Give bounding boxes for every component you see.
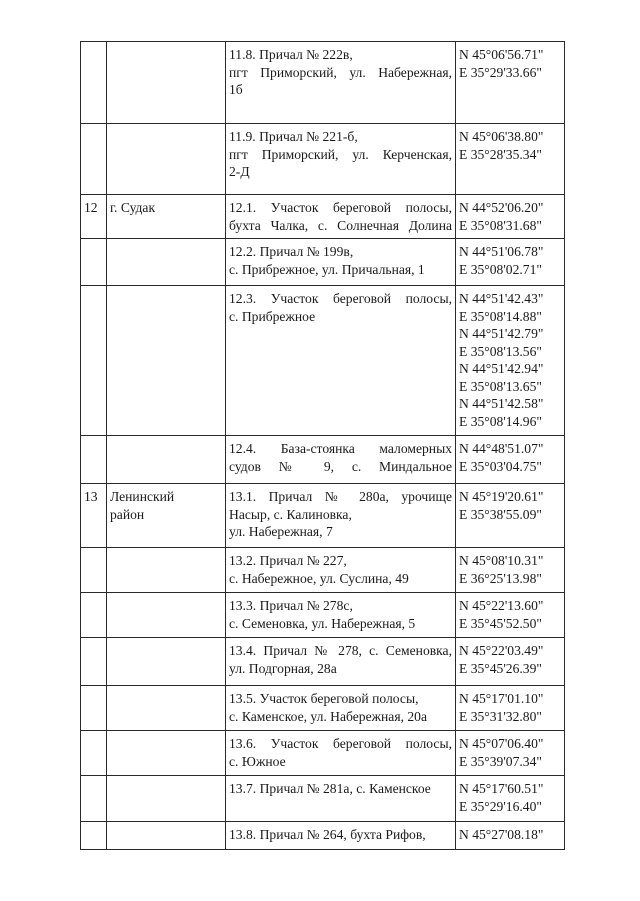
municipality-cell xyxy=(107,239,226,286)
row-number-cell xyxy=(81,731,107,776)
object-description-line: 2-Д xyxy=(229,164,250,179)
municipality-cell xyxy=(107,548,226,593)
object-description-line: с. Прибрежное xyxy=(229,308,316,324)
row-number-cell xyxy=(81,195,107,239)
object-description-line: 11.9. Причал № 221-б, xyxy=(229,129,358,144)
coordinates-cell xyxy=(456,776,565,822)
table-row xyxy=(81,548,565,593)
municipality-cell xyxy=(107,686,226,731)
row-number-cell xyxy=(81,484,107,548)
municipality-cell xyxy=(107,195,226,239)
table-row xyxy=(81,638,565,686)
object-description-line: 1б xyxy=(229,82,243,97)
coordinate-value: E 35°38'55.09" xyxy=(459,506,542,522)
coordinate-value: E 35°28'35.34" xyxy=(459,146,542,162)
coordinates-cell xyxy=(456,484,565,548)
row-number-cell xyxy=(81,776,107,822)
municipality-cell xyxy=(107,593,226,638)
object-description-line: 11.8. Причал № 222в, xyxy=(229,47,353,62)
object-description-cell xyxy=(226,776,456,822)
municipality-cell xyxy=(107,638,226,686)
object-description-cell xyxy=(226,42,456,124)
coordinate-value: E 35°08'14.88" xyxy=(459,308,542,324)
coordinate-value: N 45°17'60.51" xyxy=(459,781,544,796)
row-number-cell xyxy=(81,42,107,124)
object-description-line: 13.6. Участок береговой полосы, xyxy=(229,736,452,751)
coordinate-value: N 44°51'42.94" xyxy=(459,361,544,376)
coordinate-value: N 44°51'06.78" xyxy=(459,244,544,259)
row-number-cell xyxy=(81,686,107,731)
municipality-name: район xyxy=(110,506,145,522)
municipality-name: г. Судак xyxy=(110,200,156,215)
coordinates-cell xyxy=(456,822,565,850)
object-description-cell xyxy=(226,686,456,731)
object-description-line: ул. Набережная, 7 xyxy=(229,524,333,539)
coordinates-cell xyxy=(456,195,565,239)
coordinate-value: N 44°48'51.07" xyxy=(459,441,544,456)
table-row xyxy=(81,42,565,124)
object-description-cell xyxy=(226,822,456,850)
object-description-line: 13.8. Причал № 264, бухта Рифов, xyxy=(229,827,426,842)
table-row xyxy=(81,776,565,822)
coordinate-value: E 35°08'02.71" xyxy=(459,261,542,277)
coordinates-cell xyxy=(456,42,565,124)
coordinate-value: E 35°39'07.34" xyxy=(459,753,542,769)
object-description-line: 12.1. Участок береговой полосы, xyxy=(229,200,452,215)
coordinate-value: N 45°06'38.80" xyxy=(459,129,544,144)
object-description-line: с. Южное xyxy=(229,753,286,769)
object-description-line: пгт Приморский, ул. Керченская, xyxy=(229,146,452,162)
row-number-cell xyxy=(81,239,107,286)
table-row xyxy=(81,124,565,195)
municipality-cell xyxy=(107,731,226,776)
coordinate-value: N 45°27'08.18" xyxy=(459,827,544,842)
object-description-cell xyxy=(226,731,456,776)
municipality-cell xyxy=(107,286,226,436)
table-row xyxy=(81,822,565,850)
object-description-line: ул. Подгорная, 28а xyxy=(229,660,337,676)
coordinate-value: E 35°08'13.65" xyxy=(459,378,542,394)
coordinates-cell xyxy=(456,686,565,731)
coordinate-value: E 36°25'13.98" xyxy=(459,570,542,586)
object-description-line: 12.3. Участок береговой полосы, xyxy=(229,291,452,306)
coordinates-cell xyxy=(456,436,565,484)
coordinate-value: N 45°08'10.31" xyxy=(459,553,544,568)
coordinates-cell xyxy=(456,593,565,638)
row-number-cell xyxy=(81,286,107,436)
coordinate-value: E 35°29'33.66" xyxy=(459,64,542,80)
row-number-cell xyxy=(81,436,107,484)
coordinates-cell xyxy=(456,638,565,686)
coordinate-value: N 45°22'13.60" xyxy=(459,598,544,613)
row-number: 13 xyxy=(84,489,98,504)
object-description-line: с. Набережное, ул. Суслина, 49 xyxy=(229,570,409,586)
municipality-cell xyxy=(107,42,226,124)
coordinate-value: N 45°07'06.40" xyxy=(459,736,544,751)
object-description-line: пгт Приморский, ул. Набережная, xyxy=(229,64,452,80)
object-description-cell xyxy=(226,124,456,195)
municipality-cell xyxy=(107,822,226,850)
object-description-cell xyxy=(226,286,456,436)
coordinate-value: N 44°51'42.43" xyxy=(459,291,544,306)
table-row xyxy=(81,195,565,239)
object-description-line: 12.2. Причал № 199в, xyxy=(229,244,354,259)
coordinate-value: N 45°17'01.10" xyxy=(459,691,544,706)
row-number: 12 xyxy=(84,200,98,215)
object-description-cell xyxy=(226,239,456,286)
object-description-cell xyxy=(226,593,456,638)
coordinate-value: E 35°03'04.75" xyxy=(459,458,542,474)
municipality-cell xyxy=(107,124,226,195)
table-row xyxy=(81,436,565,484)
municipality-cell xyxy=(107,776,226,822)
object-description-line: бухта Чалка, с. Солнечная Долина xyxy=(229,217,452,233)
municipality-cell xyxy=(107,484,226,548)
object-description-line: с. Семеновка, ул. Набережная, 5 xyxy=(229,615,416,631)
table-row xyxy=(81,286,565,436)
object-description-line: 13.7. Причал № 281а, с. Каменское xyxy=(229,781,431,796)
table-row xyxy=(81,593,565,638)
coordinates-table xyxy=(80,41,565,850)
row-number-cell xyxy=(81,638,107,686)
coordinate-value: N 45°06'56.71" xyxy=(459,47,544,62)
coordinate-value: E 35°08'14.96" xyxy=(459,413,542,429)
object-description-line: 13.4. Причал № 278, с. Семеновка, xyxy=(229,643,452,658)
coordinates-cell xyxy=(456,124,565,195)
coordinate-value: N 44°52'06.20" xyxy=(459,200,544,215)
object-description-line: 13.5. Участок береговой полосы, xyxy=(229,691,419,706)
coordinate-value: E 35°45'26.39" xyxy=(459,660,542,676)
coordinate-value: N 45°22'03.49" xyxy=(459,643,544,658)
object-description-line: 13.1. Причал № 280а, урочище xyxy=(229,489,452,504)
coordinate-value: E 35°29'16.40" xyxy=(459,798,542,814)
coordinates-cell xyxy=(456,731,565,776)
object-description-cell xyxy=(226,484,456,548)
table-body xyxy=(81,42,565,850)
coordinates-cell xyxy=(456,286,565,436)
coordinate-value: E 35°08'31.68" xyxy=(459,217,542,233)
coordinate-value: E 35°08'13.56" xyxy=(459,343,542,359)
row-number-cell xyxy=(81,822,107,850)
coordinate-value: N 45°19'20.61" xyxy=(459,489,544,504)
coordinate-value: N 44°51'42.79" xyxy=(459,326,544,341)
object-description-line: с. Прибрежное, ул. Причальная, 1 xyxy=(229,261,425,277)
coordinates-cell xyxy=(456,239,565,286)
object-description-cell xyxy=(226,195,456,239)
object-description-cell xyxy=(226,548,456,593)
table-row xyxy=(81,686,565,731)
municipality-name: Ленинский xyxy=(110,489,175,504)
row-number-cell xyxy=(81,548,107,593)
object-description-cell xyxy=(226,436,456,484)
coordinate-value: E 35°45'52.50" xyxy=(459,615,542,631)
row-number-cell xyxy=(81,593,107,638)
municipality-cell xyxy=(107,436,226,484)
row-number-cell xyxy=(81,124,107,195)
object-description-line: судов № 9, с. Миндальное xyxy=(229,458,452,474)
object-description-line: 12.4. База-стоянка маломерных xyxy=(229,441,452,456)
table-row xyxy=(81,484,565,548)
coordinates-cell xyxy=(456,548,565,593)
table-row xyxy=(81,239,565,286)
object-description-line: с. Каменское, ул. Набережная, 20а xyxy=(229,708,428,724)
table-row xyxy=(81,731,565,776)
coordinate-value: N 44°51'42.58" xyxy=(459,396,544,411)
coordinate-value: E 35°31'32.80" xyxy=(459,708,542,724)
object-description-line: 13.3. Причал № 278с, xyxy=(229,598,353,613)
object-description-cell xyxy=(226,638,456,686)
object-description-line: 13.2. Причал № 227, xyxy=(229,553,347,568)
object-description-line: Насыр, с. Калиновка, xyxy=(229,506,352,522)
